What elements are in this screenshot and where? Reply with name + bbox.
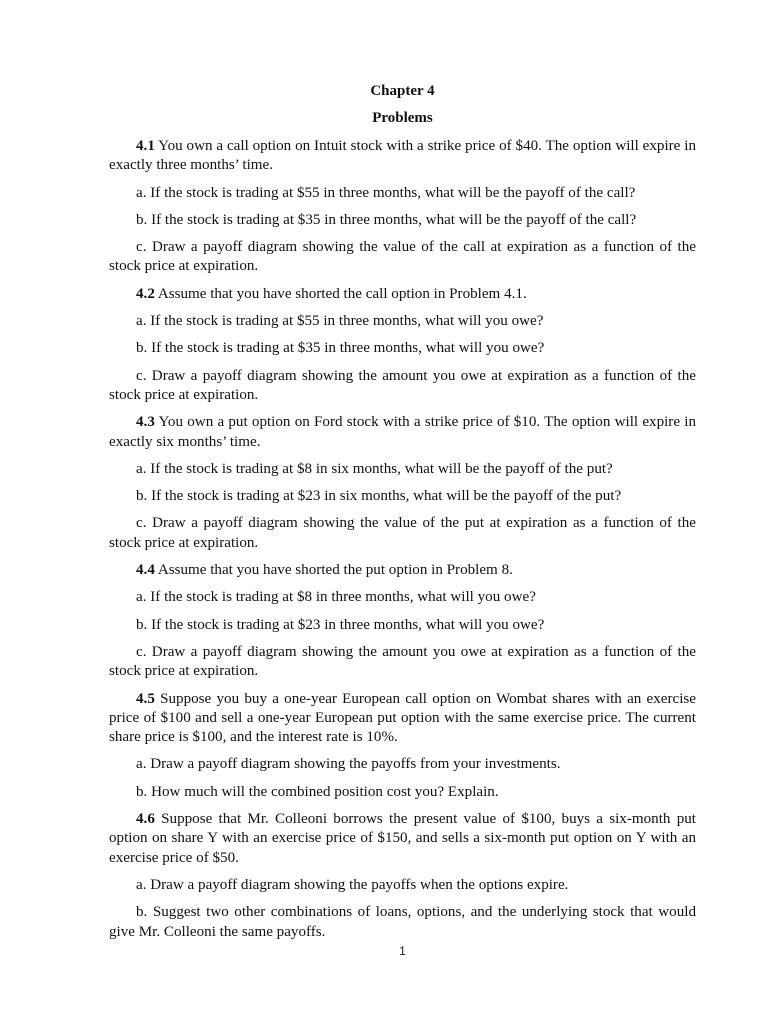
problem-statement xyxy=(109,810,696,868)
problem-part: c. Draw a payoff diagram showing the amount you owe at expiration as a function of the stock price at expiration. xyxy=(109,367,696,403)
problem-part: c. Draw a payoff diagram showing the amount you owe at expiration as a function of the stock price at expiration. xyxy=(109,643,696,680)
problem-part: a. If the stock is trading at $55 in three months, what will you owe? xyxy=(136,313,544,330)
chapter-title: Chapter 4 xyxy=(370,83,435,99)
problem-part: b. How much will the combined position cost you? Explain. xyxy=(136,783,499,800)
problem-statement xyxy=(109,285,696,304)
problem-text: You own a put option on Ford stock with a strike price of $10. The option will expire in exactly six months’ time. xyxy=(109,414,696,450)
problem-part: b. If the stock is trading at $23 in three months, what will you owe? xyxy=(136,616,545,633)
problem-part: b. If the stock is trading at $35 in three months, what will you owe? xyxy=(136,340,545,357)
problem-part: b. If the stock is trading at $23 in six months, what will be the payoff of the put? xyxy=(136,488,622,505)
problem-number: 4.3 xyxy=(136,414,155,431)
problems-list xyxy=(109,137,696,950)
section-title: Problems xyxy=(372,110,433,126)
problem-part: a. If the stock is trading at $8 in six months, what will be the payoff of the put? xyxy=(136,460,613,477)
problem-text: Suppose you buy a one-year European call option on Wombat shares with an exercise price of $100 and sell a one-year European put option with the same exercise price. The current share price is $100, and the interest rate is 10%. xyxy=(109,690,696,746)
problem-statement xyxy=(109,413,696,452)
problem-part: a. If the stock is trading at $55 in three months, what will be the payoff of the call? xyxy=(136,184,636,201)
problem-part: b. Suggest two other combinations of loans, options, and the underlying stock that would give Mr. Colleoni the same payoffs. xyxy=(109,904,696,940)
problem-part: c. Draw a payoff diagram showing the value of the put at expiration as a function of the stock price at expiration. xyxy=(109,515,696,551)
problem-text: Assume that you have shorted the put option in Problem 8. xyxy=(154,562,513,579)
problem-statement xyxy=(109,690,696,748)
problem-part: c. Draw a payoff diagram showing the value of the call at expiration as a function of the stock price at expiration. xyxy=(109,239,696,275)
problem-part: a. Draw a payoff diagram showing the payoffs when the options expire. xyxy=(136,876,569,893)
problem-text: You own a call option on Intuit stock with a strike price of $40. The option will expire in exactly three months’ time. xyxy=(109,138,696,174)
problem-number: 4.1 xyxy=(136,138,155,154)
problem-part: a. Draw a payoff diagram showing the payoffs from your investments. xyxy=(136,756,561,773)
page-number: 1 xyxy=(399,944,406,958)
problem-statement xyxy=(109,137,696,176)
document-page xyxy=(109,0,696,1024)
problem-number: 4.2 xyxy=(136,285,155,302)
problem-text: Suppose that Mr. Colleoni borrows the present value of $100, buys a six-month put option on share Y with an exercise price of $150, and sells a six-month put option on Y with an exercise price of $50. xyxy=(109,811,696,866)
problem-statement xyxy=(109,561,696,580)
problem-number: 4.5 xyxy=(136,690,155,707)
problem-number: 4.6 xyxy=(136,811,155,828)
problem-part: b. If the stock is trading at $35 in three months, what will be the payoff of the call? xyxy=(136,211,637,228)
problem-number: 4.4 xyxy=(136,562,155,579)
problem-text: Assume that you have shorted the call option in Problem 4.1. xyxy=(154,285,527,302)
problem-part: a. If the stock is trading at $8 in three months, what will you owe? xyxy=(136,589,536,606)
